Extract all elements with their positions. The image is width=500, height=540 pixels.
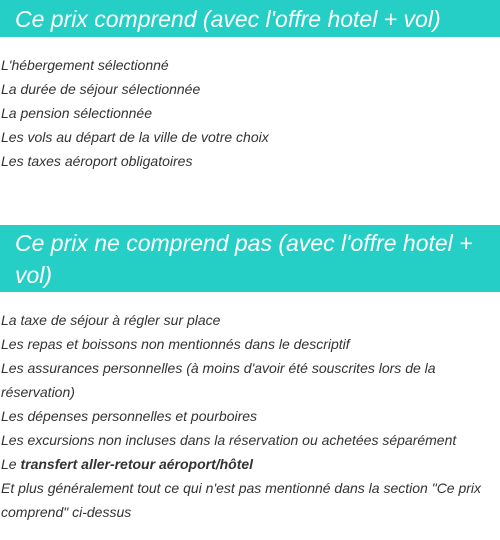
list-item: Les taxes aéroport obligatoires [1, 153, 193, 169]
list-item: La pension sélectionnée [1, 105, 153, 121]
list-item-transfer [0, 452, 500, 476]
list-item: La taxe de séjour à régler sur place [1, 312, 221, 328]
transfer-bold-text: transfert aller-retour aéroport/hôtel [20, 456, 254, 472]
transfer-prefix: Le [1, 456, 17, 472]
excluded-list [0, 308, 500, 524]
list-item: La durée de séjour sélectionnée [1, 81, 201, 97]
list-item: Les dépenses personnelles et pourboires [1, 408, 258, 424]
list-item: Les excursions non incluses dans la réservation ou achetées séparément [1, 432, 457, 448]
list-item: Les repas et boissons non mentionnés dans le descriptif [1, 336, 350, 352]
included-section-title: Ce prix comprend (avec l'offre hotel + vol) [0, 0, 500, 37]
list-item: Les vols au départ de la ville de votre choix [1, 129, 269, 145]
list-item: Les assurances personnelles (à moins d'avoir été souscrites lors de la réservation) [1, 360, 436, 400]
excluded-section-title: Ce prix ne comprend pas (avec l'offre hotel + vol) [0, 225, 500, 292]
list-item: L'hébergement sélectionné [1, 57, 169, 73]
list-item: Et plus généralement tout ce qui n'est pas mentionné dans la section "Ce prix comprend" ci-dessus [1, 480, 482, 520]
included-list [0, 53, 500, 173]
